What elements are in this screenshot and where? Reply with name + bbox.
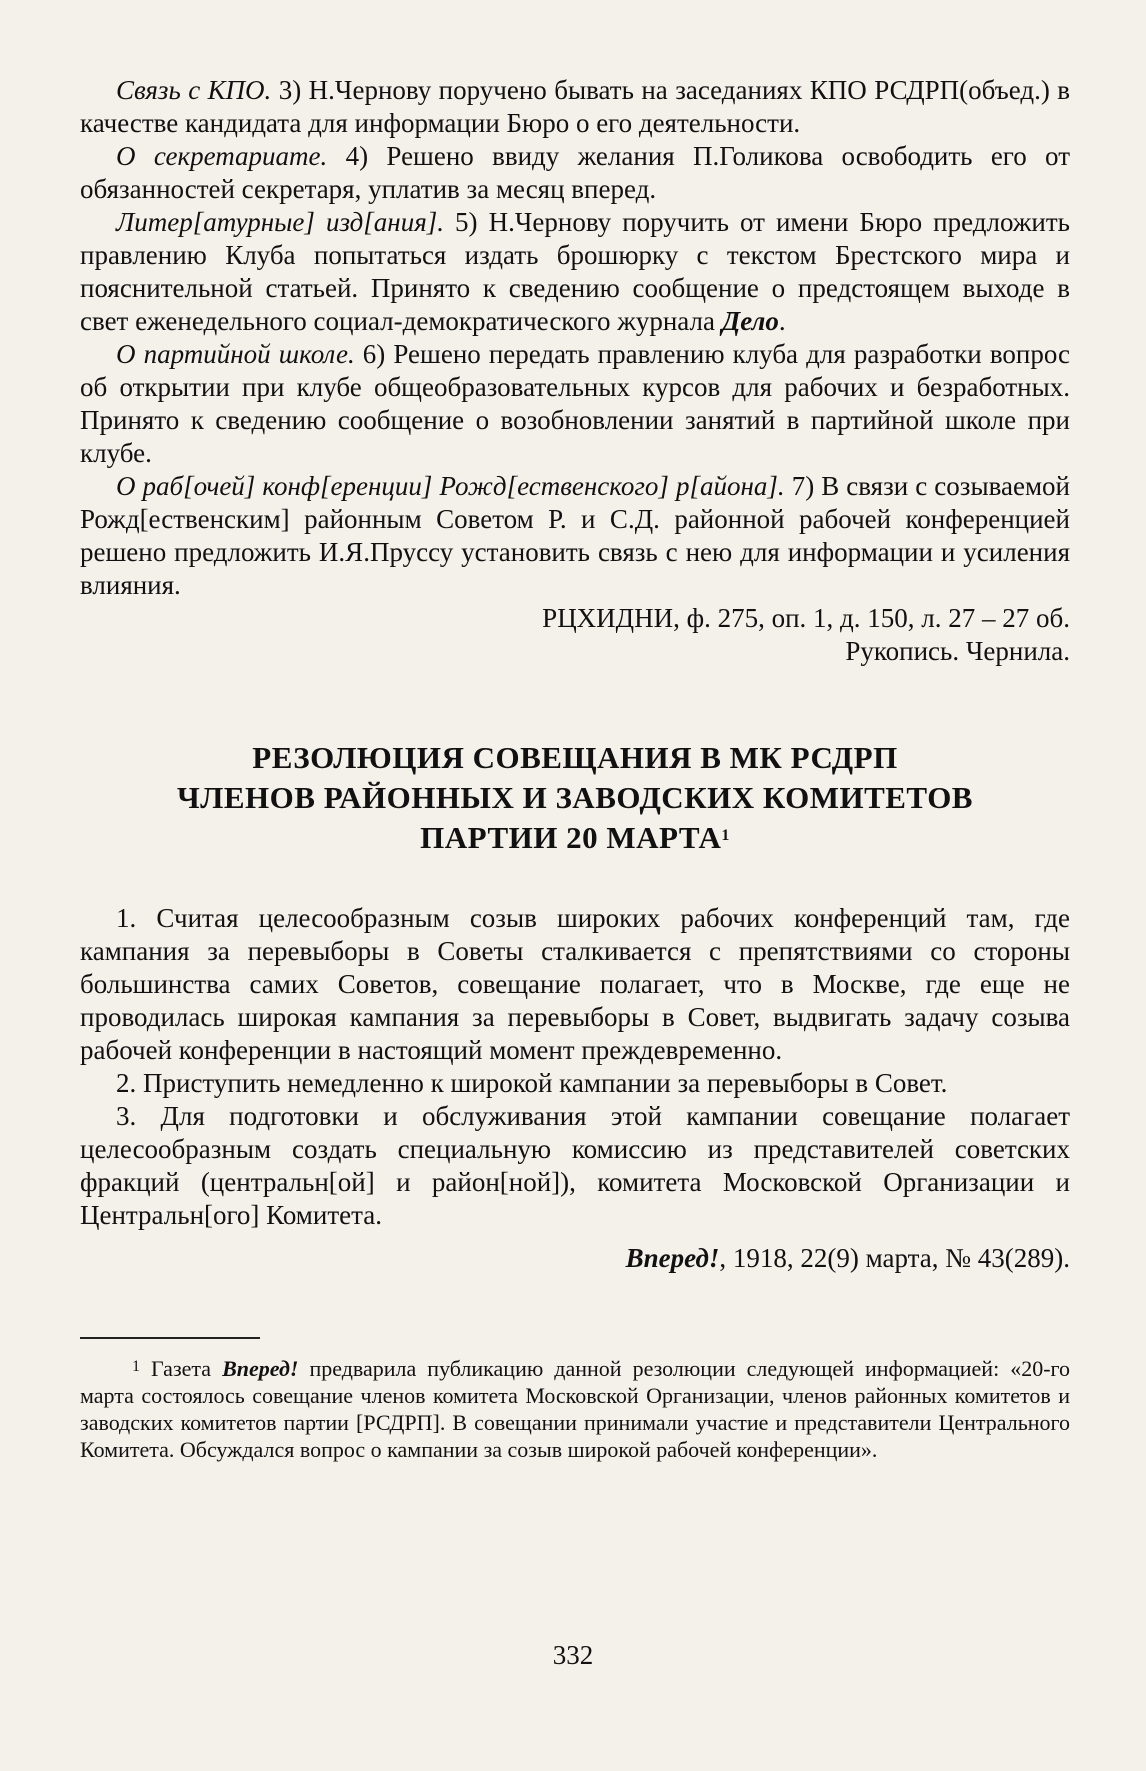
paragraph-text: 4) Решено ввиду желания П.Голикова освободить его от обязанностей секретаря, уплатив за месяц вперед. [80, 141, 1070, 204]
footnote-mark: 1 [132, 1358, 140, 1375]
resolution-item-2: 2. Приступить немедленно к широкой кампании за перевыборы в Совет. [116, 1068, 948, 1098]
paragraph-lead: О партийной школе. [116, 339, 355, 369]
footnote-newspaper: Вперед! [222, 1356, 299, 1381]
title-line-3: ПАРТИИ 20 МАРТА$^1$ [420, 820, 730, 855]
paragraph-workers-conference [80, 470, 1070, 602]
paragraph-text: 3) Н.Чернову поручено бывать на заседаниях КПО РСДРП(объед.) в качестве кандидата для информации Бюро о его деятельности. [80, 75, 1071, 138]
paragraph-lead: Литер[атурные] изд[ания]. [116, 207, 444, 237]
resolution-item-3: 3. Для подготовки и обслуживания этой кампании совещание полагает целесообразным создать специальную комиссию из представителей советских фракций (центральн[ой] и район[ной]), комитета Московской Организации и Центральн[ого] Комитета. [80, 1101, 1070, 1230]
paragraph-lead: Связь с КПО. [116, 75, 272, 105]
resolution-item-1: 1. Считая целесообразным созыв широких рабочих конференций там, где кампания за перевыборы в Советы сталкивается с препятствиями со стороны большинства самих Советов, совещание полагает, что в Москве, где еще не проводилась широкая кампания за перевыборы в Совет, выдвигать задачу созыва рабочей конференции в настоящий момент преждевременно. [80, 903, 1070, 1065]
footnote-ref: 1 [721, 827, 730, 844]
document-title [80, 738, 1070, 858]
text-column [80, 74, 1070, 1463]
footnote-text: предварила публикацию данной резолюции следующей информацией: «20-го марта состоялось совещание членов комитета Московской Организации, членов районных комитетов и заводских комитетов партии [РСДРП]. В совещании принимали участие и представители Центрального Комитета. Обсуждался вопрос о кампании за созыв широкой рабочей конференции». [80, 1356, 1071, 1462]
footnote: $^1$ Газета Вперед! предварила публикацию данной резолюции следующей информацией: «20-го марта состоялось совещание членов комитета Московской Организации, членов районных комитетов и заводских комитетов партии [РСДРП]. В совещании принимали участие и представители Центрального Комитета. Обсуждался вопрос о кампании за созыв широкой рабочей конференции». [80, 1356, 1071, 1462]
paragraph-secretariat [80, 140, 1070, 206]
archive-note: Рукопись. Чернила. [845, 636, 1070, 666]
paragraph-lead: О секретариате. [116, 141, 328, 171]
paragraph-text: 7) В связи с созываемой Рожд[ественским] районным Советом Р. и С.Д. районной рабочей конференцией решено предложить И.Я.Пруссу установить связь с нею для информации и усиления влияния. [80, 471, 1070, 600]
paragraph-text: 5) Н.Чернову поручить от имени Бюро предложить правлению Клуба попытаться издать брошюрку с текстом Брестского мира и пояснительной статьей. Принято к сведению сообщение о предстоящем выходе в свет еженедельного социал-демократического журнала [80, 207, 1070, 336]
paragraph-kpo [80, 74, 1070, 140]
title-line-2: ЧЛЕНОВ РАЙОННЫХ И ЗАВОДСКИХ КОМИТЕТОВ [177, 780, 973, 815]
page-number: 332 [552, 1640, 594, 1670]
resolution-body [80, 902, 1070, 1232]
publication-source [80, 1242, 1070, 1275]
newspaper-title: Вперед! [625, 1243, 720, 1273]
paragraph-literary [80, 206, 1070, 338]
paragraph-party-school [80, 338, 1070, 470]
paragraph-lead: О раб[очей] конф[еренции] Рожд[ественского] р[айона]. [116, 471, 785, 501]
title-line-1: РЕЗОЛЮЦИЯ СОВЕЩАНИЯ В МК РСДРП [252, 740, 898, 775]
footnote-divider [80, 1337, 260, 1339]
archive-source: РЦХИДНИ, ф. 275, оп. 1, д. 150, л. 27 – 27 об. [542, 603, 1070, 633]
publication-details: , 1918, 22(9) марта, № 43(289). [719, 1243, 1070, 1273]
paragraph-tail: . [778, 306, 786, 336]
journal-title: Дело [721, 306, 779, 336]
paragraph-text: 6) Решено передать правлению клуба для разработки вопрос об открытии при клубе общеобразовательных курсов для рабочих и безработных. Принято к сведению сообщение о возобновлении занятий в партийной школе при клубе. [80, 339, 1071, 468]
